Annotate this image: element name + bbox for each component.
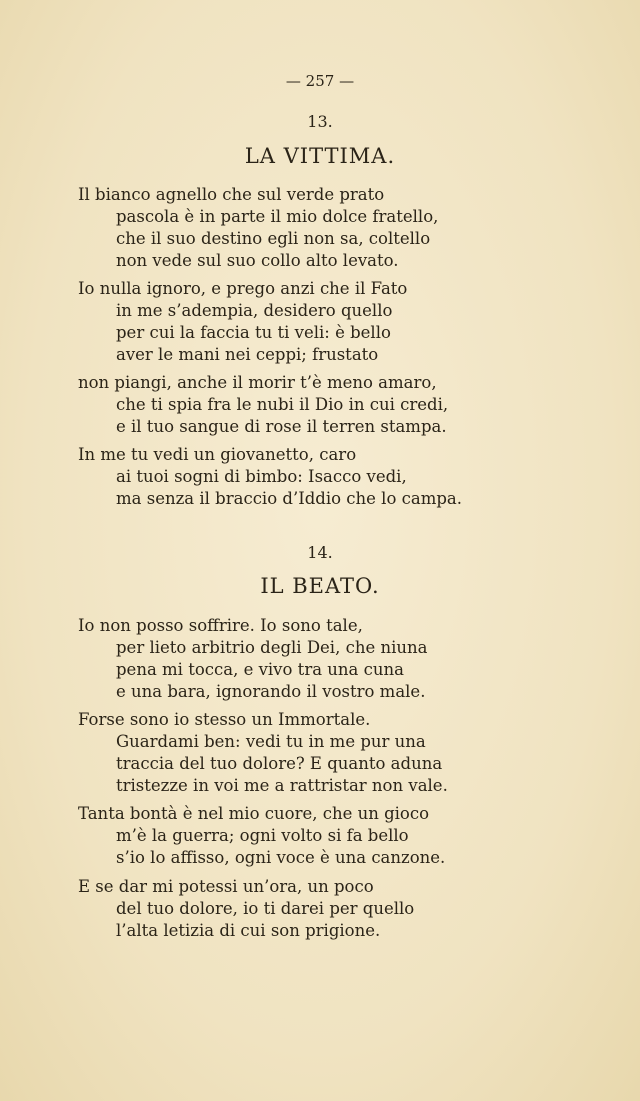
page-number: — 257 —	[285, 72, 355, 90]
verse-line: per cui la faccia tu ti veli: è bello	[116, 323, 391, 342]
verse-line: traccia del tuo dolore? E quanto aduna	[116, 754, 443, 773]
verse-line: m’è la guerra; ogni volto si fa bello	[116, 826, 409, 845]
verse-line: che il suo destino egli non sa, coltello	[116, 229, 431, 248]
verse-line: In me tu vedi un giovanetto, caro	[78, 445, 357, 464]
stanza	[78, 444, 498, 510]
poem-title: LA VITTIMA.	[244, 144, 396, 168]
verse-line: ai tuoi sogni di bimbo: Isacco vedi,	[116, 467, 407, 486]
verse-line: Tanta bontà è nel mio cuore, che un gioco	[78, 804, 430, 823]
verse-line: del tuo dolore, io ti darei per quello	[116, 899, 415, 918]
verse-line: e una bara, ignorando il vostro male.	[116, 682, 426, 701]
stanza	[78, 372, 498, 438]
verse-line: e il tuo sangue di rose il terren stampa.	[116, 417, 447, 436]
verse-line: pascola è in parte il mio dolce fratello,	[116, 207, 439, 226]
verse-line: Guardami ben: vedi tu in me pur una	[116, 732, 426, 751]
verse-line: che ti spia fra le nubi il Dio in cui credi,	[116, 395, 449, 414]
stanza	[78, 709, 498, 797]
verse-line: Forse sono io stesso un Immortale.	[78, 710, 371, 729]
poem-number: 13.	[307, 112, 333, 131]
stanza	[78, 278, 498, 366]
verse-line: aver le mani nei ceppi; frustato	[116, 345, 379, 364]
verse-line: Il bianco agnello che sul verde prato	[78, 185, 385, 204]
stanza	[78, 615, 498, 703]
verse-line: E se dar mi potessi un’ora, un poco	[78, 877, 374, 896]
verse-line: non piangi, anche il morir t’è meno amaro,	[78, 373, 437, 392]
poem-number: 14.	[307, 543, 333, 562]
verse-line: pena mi tocca, e vivo tra una cuna	[116, 660, 404, 679]
verse-line: per lieto arbitrio degli Dei, che niuna	[116, 638, 428, 657]
verse-line: in me s’adempia, desidero quello	[116, 301, 393, 320]
verse-line: Io non posso soffrire. Io sono tale,	[78, 616, 363, 635]
verse-line: tristezze in voi me a rattristar non vale.	[116, 776, 448, 795]
poem-title: IL BEATO.	[260, 574, 380, 598]
stanza	[78, 184, 498, 272]
verse-line: s’io lo affisso, ogni voce è una canzone.	[116, 848, 446, 867]
verse-line: Io nulla ignoro, e prego anzi che il Fato	[78, 279, 408, 298]
stanza	[78, 803, 498, 869]
stanza	[78, 876, 498, 942]
verse-line: l’alta letizia di cui son prigione.	[116, 921, 381, 940]
verse-line: non vede sul suo collo alto levato.	[116, 251, 399, 270]
verse-line: ma senza il braccio d’Iddio che lo campa.	[116, 489, 462, 508]
